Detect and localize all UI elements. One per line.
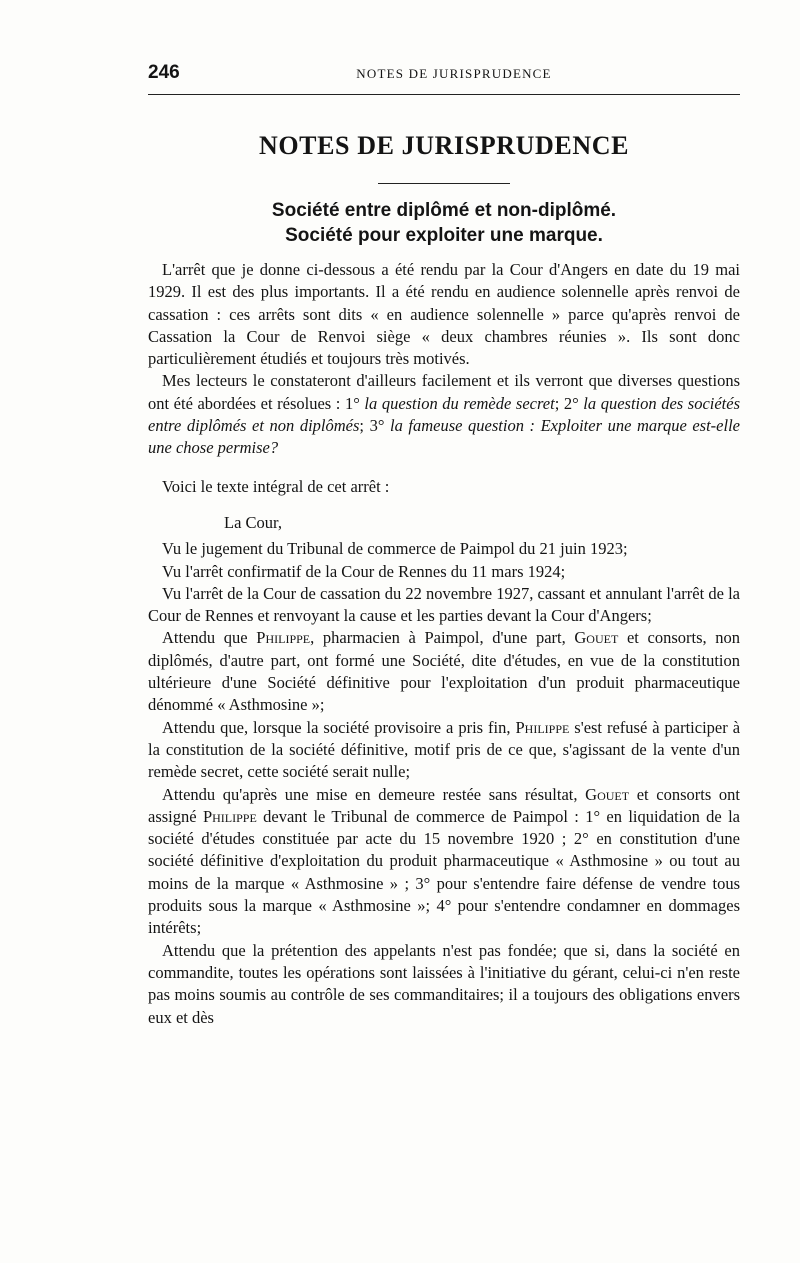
party-name: Philippe xyxy=(515,717,570,737)
vu-paragraph-1: Vu le jugement du Tribunal de commerce de Paimpol du 21 juin 1923; xyxy=(162,539,628,559)
party-name: Philippe xyxy=(202,806,257,826)
party-name: Gouet xyxy=(585,784,630,804)
page-number: 246 xyxy=(148,62,180,83)
subtitle-line-2: Société pour exploiter une marque. xyxy=(285,225,603,246)
article-title: NOTES DE JURISPRUDENCE xyxy=(258,131,630,160)
vu-paragraph-3: Vu l'arrêt de la Cour de cassation du 22 novembre 1927, cassant et annulant l'arrêt de la Cour de Rennes et renvoyant la cause et les parties devant la Cour d'Angers; xyxy=(148,583,740,626)
intro-paragraph-1: L'arrêt que je donne ci-dessous a été rendu par la Cour d'Angers en date du 19 mai 1929. Il est des plus importants. Il a été rendu en audience solennelle après renvoi de cassation : ces arrêts sont dits « en audience solennelle » parce qu'après renvoi de Cassation la Cour de Renvoi siège « deux chambres réunies ». Ils sont donc particulièrement étudiés et toujours très motivés. xyxy=(148,260,740,369)
attendu-paragraph-1: Attendu que Philippe, pharmacien à Paimpol, d'une part, Gouet et consorts, non diplômés, d'autre part, ont formé une Société, dite d'études, en vue de la constitution ultérieure d'une Société définitive pour l'exploitation d'un produit pharmaceutique dénommé « Asthmosine »; xyxy=(148,628,741,715)
party-name: Philippe xyxy=(256,628,311,648)
question-marque: la fameuse question : Exploiter une marque est-elle une chose permise? xyxy=(148,416,740,458)
voici-line: Voici le texte intégral de cet arrêt : xyxy=(162,476,390,496)
subtitle-line-1: Société entre diplômé et non-diplômé. xyxy=(271,200,617,221)
question-societes: la question des sociétés entre diplômés et non diplômés xyxy=(148,393,740,436)
party-name: Gouet xyxy=(574,628,619,648)
vu-paragraph-2: Vu l'arrêt confirmatif de la Cour de Rennes du 11 mars 1924; xyxy=(162,561,566,581)
page xyxy=(148,62,740,1029)
attendu-paragraph-3: Attendu qu'après une mise en demeure restée sans résultat, Gouet et consorts ont assigné Philippe devant le Tribunal de commerce de Paimpol : 1° en liquidation de la société d'études constituée par acte du 15 novembre 1920 ; 2° en constitution d'une société définitive d'exploitation du produit pharmaceutique « Asthmosine » ou tout au moins de la marque « Asthmosine » ; 3° pour s'entendre faire défense de vendre tous produits sous la marque « Asthmosine »; 4° pour s'entendre condamner en dommages intérêts; xyxy=(148,784,741,938)
attendu-paragraph-2: Attendu que, lorsque la société provisoire a pris fin, Philippe s'est refusé à participer à la constitution de la société définitive, motif pris de ce que, s'agissant de la vente d'un remède secret, cette société serait nulle; xyxy=(148,717,741,782)
running-title: NOTES DE JURISPRUDENCE xyxy=(356,66,552,81)
question-remede-secret: la question du remède secret xyxy=(364,393,555,413)
running-head xyxy=(148,62,740,95)
intro-paragraph-2: Mes lecteurs le constateront d'ailleurs facilement et ils verront que diverses questions ont été abordées et résolues : 1° la question du remède secret; 2° la question des sociétés entre diplômés et non diplômés; 3° la fameuse question : Exploiter une marque est-elle une chose permise? xyxy=(148,371,740,458)
attendu-paragraph-4: Attendu que la prétention des appelants n'est pas fondée; que si, dans la société en commandite, toutes les opérations sont laissées à l'initiative du gérant, celui-ci n'en reste pas moins soumis au contrôle de ses commanditaires; il a toujours des obligations envers eux et dès xyxy=(148,940,740,1027)
title-divider xyxy=(378,183,510,184)
salutation: La Cour, xyxy=(224,512,282,532)
